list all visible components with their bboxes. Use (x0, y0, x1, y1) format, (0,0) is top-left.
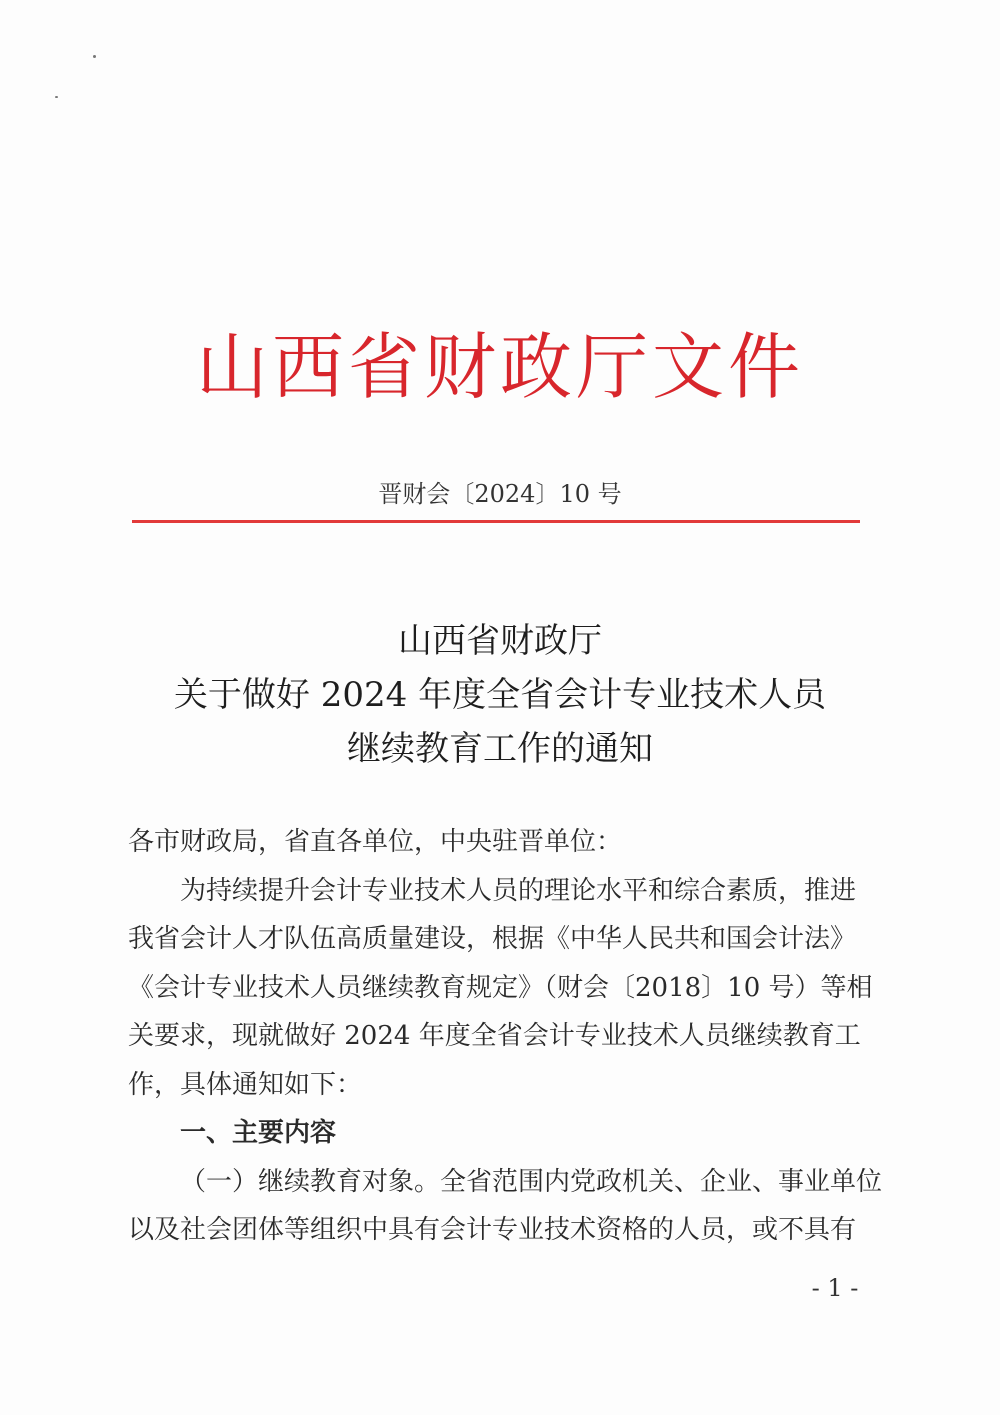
document-header-title: 山西省财政厅文件 (195, 325, 804, 409)
scan-speck (55, 96, 58, 98)
red-separator-line (132, 520, 860, 523)
scan-speck (93, 55, 96, 58)
notice-title (0, 614, 1000, 776)
paragraph-1-line: 《会计专业技术人员继续教育规定》（财会〔2018〕10 号）等相 (128, 972, 873, 1003)
notice-title-line-1: 山西省财政厅 (398, 621, 602, 661)
salutation: 各市财政局，省直各单位，中央驻晋单位： (128, 827, 623, 857)
section-1-heading: 一、主要内容 (180, 1118, 337, 1148)
document-number: 晋财会〔2024〕10 号 (378, 480, 622, 508)
page-number: - 1 - (811, 1274, 859, 1302)
paragraph-1-line: 我省会计人才队伍高质量建设，根据《中华人民共和国会计法》 (128, 924, 857, 954)
paragraph-1-line: 作，具体通知如下： (128, 1069, 363, 1100)
paragraph-1-line: 为持续提升会计专业技术人员的理论水平和综合素质，推进 (180, 875, 857, 906)
document-body (128, 818, 883, 1255)
notice-title-line-2: 关于做好 2024 年度全省会计专业技术人员 (173, 675, 827, 715)
paragraph-2-line: （一）继续教育对象。全省范围内党政机关、企业、事业单位 (180, 1166, 883, 1197)
paragraph-2-line: 以及社会团体等组织中具有会计专业技术资格的人员，或不具有 (128, 1215, 857, 1245)
paragraph-1-line: 关要求，现就做好 2024 年度全省会计专业技术人员继续教育工 (128, 1021, 861, 1051)
notice-title-line-3: 继续教育工作的通知 (347, 729, 653, 769)
